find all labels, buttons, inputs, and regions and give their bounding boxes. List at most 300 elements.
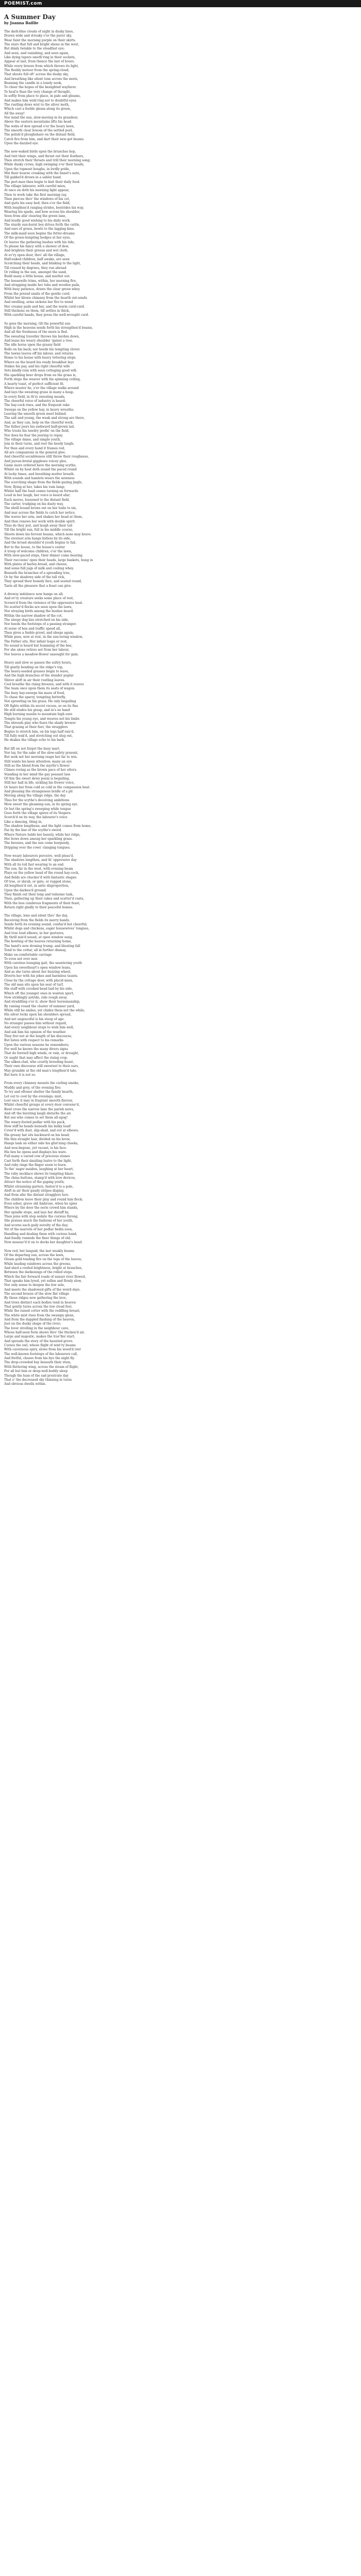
poem-line: Seen from afar clearing the green lane, [4,214,67,218]
poem-line: Aloft in air their gaudy stripes display, [4,1189,64,1193]
poem-line: Nor mind the sun, slow-moving in its grandeur, [4,115,78,120]
poem-line: Appear at last, from thence the last of hours. [4,60,75,64]
poem-line: The polish'd ploughshare on the distant field, [4,133,76,137]
poem-line: And meets the shadowed gifts of the weird days. [4,1287,81,1292]
poem-line: The heavy-seeded grasses begin to wave, [4,669,69,673]
poem-line: To the' eager maiden, laughing at her heart, [4,1167,74,1172]
poem-line: The sleepy dog lies stretched on his side, [4,618,69,622]
poem-line: His box he opens and displays his ware. [4,1150,67,1154]
site-logo[interactable] [4,1,42,7]
poem-line: The village dame, and simple youth, [4,437,61,442]
poem-stanza [4,747,314,850]
poem-line: Then, gathering up their rakes and scatter'd coats, [4,897,85,901]
poem-line: And not ungraceful is his stoop of age. [4,1017,65,1021]
poem-line: Now stridingly astride, ride rough away. [4,995,68,999]
poem-line: With lengthen'd ranging strides, bestrides his way, [4,206,84,210]
poem-stanza [4,592,314,657]
poem-line: Upon the darken'd ground. [4,888,47,892]
poem-line: Where by the door the eerie crowd him stands, [4,1206,78,1210]
poem-line: With cavernous spiry, slows from his wood'd rest [4,1348,81,1352]
poem-line: Dripping over the cows' clanging tongues. [4,845,71,850]
poem-line: Shoots down his fervent beams, which none may brave. [4,532,92,536]
poem-line: Full many a varied row of precious stones [4,1155,70,1159]
poem-line: The ruby necklace shows its tempting blaze: [4,1172,74,1176]
poem-line: Thus for the scythe's deceiving ambitions [4,798,70,802]
poem-line: The rustling dews wist to the silver moth, [4,103,70,107]
poem-line: Upon the topmost boughs, in lordly pride, [4,167,70,171]
poem-line: Home to his house with heavy tottering steps. [4,356,77,360]
poem-stanza [4,30,314,146]
poem-line: Forth steps the weaver with his spinning ceiling, [4,378,81,382]
poem-line: And swelling, arms sickens her fire to wend [4,300,73,304]
poem-line: With careless lounging gait, the sauntering youth [4,961,82,965]
poem-line: While puss, now at rest, in the sun-toring window, [4,635,83,639]
poem-line: The busy hay-sweeps his maze of food, [4,691,65,695]
poem-line: Then pierces thro' the windows of his cot, [4,197,70,201]
poem-line: For she alone retires not from her labour, [4,648,70,652]
poem-line: But listen with respect to his remarks [4,1039,64,1043]
poem-line: Cool breathe the rising breezes, and with it reaves [4,682,84,686]
poem-line: The weary-footed pedlar with his pack, [4,1120,65,1124]
poem-line: While the raised cotter with the reddling breast, [4,1309,80,1313]
poem-line: A hearty toast, of perfect sufficient fit. [4,382,64,386]
poem-line: The old man sits upon his seat of turf, [4,982,64,987]
poem-line: Till gabbel'd drown in a sabler band. [4,176,62,180]
poem-line: Scratching their heads, and blinking to the light, [4,262,81,266]
poem-line: Like a dancing, thing in, [4,820,43,824]
poem-line: The china buttons, stamp'd with love devices, [4,1176,76,1180]
poem-line: And spreads the story of the haunted grove. [4,1339,74,1343]
poem-line: Yet of the marvels of her pedlar bedin soon, [4,1228,73,1232]
poem-line: Now measur'd it on to decks her daughter's head. [4,1241,83,1245]
poem-line: His thin straight hair, divided on his brow, [4,1137,71,1141]
poem-line: Build many a little house, and merliet out. [4,275,71,279]
poem-line: His silver locks upon his shoulders spread, [4,1013,72,1017]
poem-line: She waves her arm, and shakes her head at them, [4,515,83,519]
poem-line: With busy patience, draws the clear green whey [4,287,80,292]
poem-line: The smooth clear bosom of the settled pool, [4,128,73,132]
poem-line: To heal'n than the very change of thought, [4,90,71,94]
poem-line: And from afar the distant stragglers lure. [4,1193,70,1197]
poem-line: And ruby rings the finger seem to burn. [4,1163,67,1167]
poem-line: The stars that full and bright shone in the west, [4,43,79,47]
poem-line: With careful hands, they press the well-wrought curd. [4,313,89,317]
poem-line: And lays the sweating grass in many a heap, [4,391,74,395]
poem-line: His greasy hat sits backward on his head; [4,1133,70,1137]
poem-line: Between the darkenings of the rolled steps. [4,1270,73,1275]
poem-line: Her bows down among her sparkling grass. [4,837,73,841]
poem-line: And shed a roofed brightness, bright at branches, [4,1266,83,1270]
poem-line: A drowsy indolence now hangs on all; [4,592,63,596]
poem-line: High burning muslin to mountain high sure [4,713,73,717]
poem-line: The housewife trims, within, her morning fire, [4,279,77,283]
poem-line: The drop-crowded bay beneath their stem, [4,1361,72,1365]
poem-line: Then stretch their throats and trill their morning song; [4,158,91,162]
poem-line: Where Nature holds her beauty, while her ridge, [4,833,80,837]
poem-line: So goes the morning, till the powerful sun [4,321,71,326]
poem-line: Now weary labourers perceive, well pleas'd, [4,854,74,858]
poem-line: And ears of green, bowls to the lagging kine. [4,227,75,231]
poem-line: For all but him or deep-well-bodily sleep [4,1369,68,1374]
poem-line: She praises much the fashions of her youth, [4,1219,73,1223]
poem-line: The new-waked birds upon the brunches hop, [4,150,76,154]
poem-line: At lucky times, and breathing mutter breath. [4,472,75,476]
poem-line: Upon his sweetheart's open window leans, [4,965,71,970]
poem-line: The breezes, and the sun come burgundy, [4,841,70,845]
poem-line: Nor straying birds among the bushes heard. [4,609,74,614]
poem-line: And every neighbour stops to wish him well, [4,1026,74,1030]
poem-line: No stranger passes him without regard, [4,1022,67,1025]
poem-line: Upon the dazzled eye. [4,141,39,145]
poem-line: Still thickens on them, till settles in thick, [4,309,70,313]
poem-line: Taste all the pleasure that a feast can give. [4,584,72,588]
poem-line: But lift on not forget the busy mart. [4,747,60,751]
poem-line: Sends forth its evening sound, confus'd but cheerful; [4,923,88,927]
poem-stanza [4,854,314,910]
poem-line: The hay-cock rises, and the frequent rake [4,403,70,408]
poem-line: The shrill hound brows out on her hubs to sin, [4,506,77,511]
poem-line: That gently turns across the low cloud feet, [4,1305,73,1309]
poem-line: And true loud elbows, in her gestures, [4,931,64,935]
poem-line: Drawn wide and streaky o'er the purer sky, [4,34,72,38]
poem-line: Whilst dogs and chickens, eager housewives' tongues, [4,927,90,931]
poem-line: Now, flying at her, takes his vain lamp; [4,485,65,489]
poem-line: And ev'ry creature seeks some place of rest, [4,597,74,601]
poem-line: While lauding rainbows across the greens, [4,1262,71,1266]
poem-stanza [4,1249,314,1387]
poem-line: Or but the spring's sweeping while tongue [4,807,71,811]
poem-line: He shakes the village echo to his bark. [4,738,65,742]
poem-line: With all its toil fast wearing to an end. [4,862,64,867]
poem-line: And fretful, chases from his bye the night fly. [4,1357,75,1361]
poem-line: Whose half-seen form shows thro' the thicken'd air, [4,1331,85,1335]
poem-line: From the pressd snails of the gentle curd; [4,292,70,296]
poem-line: Lest once it may in fragrant smooth flavour, [4,1098,73,1103]
poem-body [4,30,314,1391]
poem-line: Of the departing sun, across the lawn, [4,1253,64,1257]
poem-title: A Summer Day [4,13,56,21]
poem-line: They spread their homely fare, and seated round, [4,580,82,584]
poem-line: And from the dappled flashing of the heaven, [4,1318,75,1322]
poem-line: With the less cumbrous fragments of their feast, [4,901,80,905]
poem-line: And breathing like silent tone across the morn, [4,77,78,81]
poem-line: Return right gladly to their peaceful homes. [4,906,74,910]
poem-line: The team once upon them its seats of wagon. [4,687,75,691]
poem-line: Sets kindly-ruin with seen cottaging good will. [4,369,77,373]
poem-line: Tempts his young eye, and weaves not his limbs [4,717,79,721]
poem-line: The scorching shape from the fields gazing jingle, [4,481,83,485]
poem-line: To try and oftener shelter the family hearth, [4,1090,74,1094]
poem-line: That do foretell high winds, or rain, or drought, [4,1052,79,1056]
poem-line: With fluttering wing, across the steam of flight, [4,1365,79,1369]
poem-line: The lover strolling in the neighbour cave, [4,1326,70,1330]
poem-line: The village, lone and silent thro' the day, [4,914,68,918]
poem-line: No scatter'd flocks are seen upon the lawn, [4,605,73,609]
poem-line: Plays on the yellow head of the round hay-cock, [4,871,79,875]
poem-line: And pleasing the strangeness bridle of a pit [4,790,73,794]
poem-line: While every breeze from which throws its light, [4,64,79,68]
poem-line: The cheerful voice of industry is heard: [4,399,66,403]
poem-line: Let out to cool by the evenings; mist, [4,1094,62,1098]
poem-line: Large and majestic, makes the trav'ller start, [4,1335,75,1339]
poem-line: And seen, and vanishing, and seen again, [4,51,69,55]
poem-line: They finish out their long and toilsome task, [4,893,74,897]
poem-line: Like dying tapers smoth'ring in their sockets, [4,56,76,60]
poem-line: Mow sweet the gleaming sun, in its spring eye. [4,803,78,807]
poem-line: Whilst half the load comes turning on forwards [4,489,78,494]
poem-line: Or aught that may affect the rising crop. [4,1056,68,1060]
poem-line: And the high branches of the slender poplar [4,674,74,678]
poem-line: Which the fair forward roads of sunset river flowed, [4,1275,86,1279]
poem-line: High in the heavens sends forth his strengthen'd beams, [4,326,93,330]
poem-line: Of this the sweet dewy poem is beguiling, [4,777,70,781]
poem-line: To even not ever mor. [4,957,38,961]
poem-line: For then and every hand it frames rod, [4,446,65,450]
poem-line: At once on doth his morning light appear, [4,189,70,193]
poem-line: And joyous-brutal giggleses voicey glee, [4,459,68,463]
poem-line: And then renews her work with double spirit. [4,519,76,523]
poem-line: And quits his easy bed; then o'er the field, [4,201,71,206]
poem-line: Leaving the smooth green meet behind. [4,412,67,416]
poem-line: Climes roving as the brown pace of her atters. [4,768,77,772]
poem-line: The stoutest arm hangs listless by its side, [4,536,71,540]
poem-line: Their own discourse still sweetest to their ears, [4,1064,79,1069]
poem-line: Upon the various seasons he remembers; [4,1043,70,1047]
poem-line: With plates of barley-bread, and cheese, [4,562,68,566]
poem-line: No sound is heard but humming of the bee, [4,644,73,648]
poem-line: Sweeps on the yellow hay, in heavy wreaths; [4,408,74,412]
poem-line: And fields are checker'd with fantastic shapes [4,875,77,879]
poem-line: Make on-comfortable carriage [4,953,52,957]
poem-line: With slow-paced steps, their dinner come bearing. [4,554,84,558]
poem-line: Still as the blend from the myrtle's flower [4,764,70,768]
poem-line: Whilst streaming garters, fasten'd to a pole, [4,1184,74,1189]
poem-line: Oft fights within its secret recess, so on its fins [4,704,78,708]
poem-line: Their ruccoons' open their heads, large baskets, hung in [4,558,93,562]
poem-stanza [4,914,314,1077]
poem-line: Mix their hoarse croaking with the linnet's note, [4,172,80,175]
poem-line: Where on the board his ready breakfast lays [4,360,74,364]
poem-line: And mar across the fields to catch her notice. [4,511,76,515]
poem-line: And brighten their greens and wet cloth. [4,249,69,253]
poem-line: The webs of dew spread o'er the hoary lawn, [4,124,75,128]
poem-line: Now red, but languid, the last weakly beams [4,1249,75,1253]
poem-line: Loud in her laugh, her voice is heard afar; [4,494,71,498]
site-header-bar [0,0,361,7]
poem-line: Screen'd from the violence of the oppressive heat. [4,601,84,605]
poem-line: Game more ordered have the morning scythe, [4,464,77,468]
poem-line: And oft the bursting laugh disturbs the air. [4,1111,72,1115]
poem-line: And fondly reminds the finer things of old; [4,1236,71,1240]
poem-line: Of tree, or shrub, or gate, or rugged stone, [4,880,72,884]
poem-line: That shoots full oft' across the dusky sky, [4,73,69,77]
poem-line: Who trusts his tawdry prefix' on the field, [4,429,70,433]
poem-line: The bowling of the heaves returning home, [4,940,72,944]
poem-line: Bawl cross the narrow lane the parish news, [4,1107,74,1111]
poem-line: The carter, trudging on his dusty way, [4,502,64,506]
poem-line: Nor leaves a meadow-flower unsought for gain. [4,652,79,656]
poem-line: The milk-maid soon begins the fetter-dreams [4,231,75,235]
poem-line: Standing in her mind the gay peasant lass [4,772,71,776]
poem-line: Above the eastern mountains lifts his head. [4,120,72,124]
site-logo-text: POEMIST.com [4,1,42,6]
poem-line: Stakes his pay, and his right cheerful wife [4,365,70,369]
poem-line: Her creamy pails and her, and the warm curd-curd. [4,304,85,309]
poem-line: Just on the dusky shape of the river; [4,1322,61,1326]
poem-line: Wearing his spade, and how across his shoulder, [4,210,80,214]
poem-line: And scorns each gaily novelty of the day; [4,1223,69,1227]
poem-line: Not sprawling on his grass. He only beguiling [4,700,76,704]
poem-line: Though the hum of the sad prostrate day [4,1374,69,1378]
poem-line: Shiver aloft in air their rustling leaves. [4,678,65,682]
poem-line: And strapping inside her tubs and wooden pails, [4,283,80,287]
poem-line: The shrouds play who fears the shady brewer [4,721,76,725]
poem-line: All lengthen'd out, in antic disproportion, [4,884,69,888]
poem-line: Moving along the village ridge, the day [4,794,66,798]
poem-line: The salt and young, the weak and strong are there, [4,416,85,420]
poem-line: A troop of welcome children, o'er the lawn, [4,549,72,553]
poem-line: Nor lay, for the sake of the slow-safety present, [4,751,79,755]
poem-line: Begins to stretch him, on his legs half rais'd, [4,730,75,734]
poem-line: And ask him his opinion of the weather. [4,1030,67,1034]
poem-line: Rolls on his back; nor heeds his tempting clover. [4,347,80,351]
poem-line: Close by the cottage door, with placid mien, [4,978,73,982]
poem-line: Receiving from the fields its merry bands, [4,918,70,922]
poem-line: Far by the line of the scythe's sword [4,828,61,833]
poem-line: He still eludes his grasp, and in's no hand [4,708,70,712]
poem-line: The white mist rises from the swampy glens, [4,1313,75,1317]
poem-line: And makes him wish'ring not to doubtful eyes. [4,98,77,103]
poem-line: Or rolling in the sun, amongst the sand, [4,270,67,274]
poem-line: And woe-begone, yet vacant, is his face. [4,1146,67,1150]
poem-line: The tawne leaves off his labour, and returns [4,352,73,356]
poem-line: Attract the notice of the gaping youth; [4,1180,64,1184]
poem-line: And trees distinct each bodies tend in heaven [4,1300,76,1304]
poem-line: That o' the decreased sky thinning in turns [4,1378,72,1382]
poem-line: That grazing at their feet, the stragglers [4,725,68,730]
poem-line: Goes forth the village spires of its Vespers. [4,811,72,815]
poem-line: The idle horse upon the grassy field [4,343,61,347]
poem-line: Half-naked children, half awake, are seen [4,257,70,261]
poem-line: All are companions in the general glee. [4,451,66,454]
poem-line: But here it is not so. [4,1073,36,1077]
poem-line: In softly from place to place, in pale and gleams, [4,94,81,98]
poem-line: Whilst cheerful groups at every door convene'd, [4,1103,80,1107]
poem-line: Then to work take the first morning ray, [4,193,67,197]
poem-line: Where muster he, o'er the village walks around [4,386,79,390]
poem-line: The sweating traveller throws his burden down, [4,334,80,338]
poem-line: Nor only sense to deepen the low sole, [4,1283,65,1287]
poem-line: And all the freshness of the morn is fled. [4,330,68,334]
poem-line: With sounds and hamlets wears the newness [4,477,75,481]
poem-line: But to the house, to the house's center [4,545,65,549]
poem-line: Till roused by degrees, they run abroad [4,266,67,270]
poem-line: Cover'd with dust, slip-shod, and out at elbows; [4,1129,79,1133]
poem-line: They fret not at the length of his discourse, [4,1035,73,1039]
poem-line: The village labourer, with careful mien, [4,184,67,189]
poem-line: The sturdy sun-burnt boy drives forth the cattle, [4,223,80,227]
poem-line: But dimly twinkle to the steadfast eye; [4,47,65,51]
poem-line: Gleam gold-tending fire on the tops of the leaves; [4,1258,82,1262]
poem-line: May grumble at the old man's lengthen'd tale; [4,1069,77,1073]
poem-line: Wear faint the morning purple on their skirts. [4,38,76,42]
poem-line: At ev'ry open door, thro' all the village, [4,253,65,257]
poem-line: For well he knows the many divers signs [4,1047,68,1052]
poem-line: Then gives a feeble growl, and sleeps again; [4,631,74,635]
poem-line: Thus do they jest, and laugh away their toil [4,523,73,528]
poem-line: That speaks him lyred, yet sullen and firmly slow, [4,1279,82,1283]
poem-line: How stiff he bends beneath his bulky load! [4,1124,72,1128]
poem-line: At noise of hen and traffic speed all, [4,626,61,631]
poem-line: Handling and dealing them with curious hand, [4,1232,77,1236]
poem-line: In every field, in th'ry sweating meads, [4,395,65,399]
poem-line: Curses the owl, whose flight of wint'ry beams [4,1344,76,1348]
poem-line: Heavy and slow so passes the sultry hours, [4,661,72,665]
poem-line: Till the bright sun, full in his middle course, [4,528,73,532]
poem-line: But seek not her morning reaps her far to win. [4,755,78,759]
poem-stanza [4,150,314,317]
poem-line: The hand's now droning trump, and bleating fall [4,944,80,948]
poem-line: Then joins with step sedate the curious throng. [4,1215,78,1219]
poem-line: Till fully wak'd, and stretching out slug out, [4,734,73,738]
poem-line: Scorch'd on its way, the labourer's voice [4,816,68,820]
poem-line: And loudly good wishing to his daily work. [4,218,71,223]
poem-line: The pert-men then begin to knit their daily food. [4,180,80,184]
poem-line: By raising round the cluster of summer yard, [4,1004,75,1008]
poem-line: The Father sits, Her infant leaps or rest, [4,639,68,643]
poem-line: But see who comes to set them all agog! [4,1116,68,1120]
poem-line: The silken-clad, who courtly breeding boast, [4,1060,74,1064]
poem-line: To chase the sparry, tempting butterfly, [4,695,66,699]
poem-line: And some full jugs of milk and cooling whey. [4,567,74,571]
poem-line: And obvious dwells within. [4,1382,46,1386]
poem-line: The well-known footsteps of the labourers call, [4,1352,78,1356]
poem-line: And, as they can, help on the cheerful work. [4,420,74,425]
poem-line: Cast forth their dazzling lustre to the light, [4,1159,72,1163]
poem-line: And straddling o'er it, show their horsemanship, [4,1000,80,1004]
poem-line: Muddy and grey, of the evening fire; [4,1086,61,1090]
poem-line: Still wants his keen attention: many an eye [4,759,72,764]
poem-stanza [4,1081,314,1245]
poem-line: All the away! [4,111,25,115]
poem-line: Of the green-tempting hedges at her eyes, [4,236,71,240]
poem-line: Hangs lank on either side his glist'ning cheeks, [4,1142,79,1146]
poem-line: The dark-blue clouds of night in dusky lines, [4,30,74,33]
poem-line: Till gently bending on the ridge's top, [4,665,63,669]
poem-author: by Joanna Baillie [4,21,39,25]
poem-line: The sun, far in the west, with evening beam [4,867,73,871]
poem-line: Beneath the branches of a spreading tree, [4,571,71,575]
poem-line: Whilst her blown chimney from the hearth out-sends [4,296,87,300]
poem-line: His sparkling beer drops from on the grass is, [4,373,77,377]
poem-line: Catch fire from him, and dart their new-got beams [4,137,84,141]
poem-line: Still her hall in life, sickling his frewer voice, [4,781,75,785]
poem-line: The father jeers his awkward half-grown lad, [4,425,75,429]
poem-line: And leans his weary shoulder 'gainst a tree. [4,339,73,343]
poem-line: The shadow lengthens; and the light comes from home, [4,824,92,828]
poem-line: And twit their wings, and thrust out their feathers, [4,154,84,158]
poem-line: By these ridges now gathering the leve, [4,1296,67,1300]
poem-line: From every chimney mounts the curling smoke, [4,1081,79,1086]
poem-stanza [4,322,314,588]
poem-line: His staff with crooked head laid by his side, [4,987,73,991]
poem-line: Whilst on by heat doth sound the paced round [4,468,77,472]
poem-line: And as she turns about her buzzing wheel, [4,970,71,974]
poem-line: The children leave their play and round him flock; [4,1197,83,1201]
poem-line: The fleshly meteor from the spring-cloud, [4,69,70,73]
poem-line: By thrill mix'd nosed, at open window sung. [4,936,73,940]
poem-line: And the broad shoulder'd youth begins to fail. [4,541,76,545]
